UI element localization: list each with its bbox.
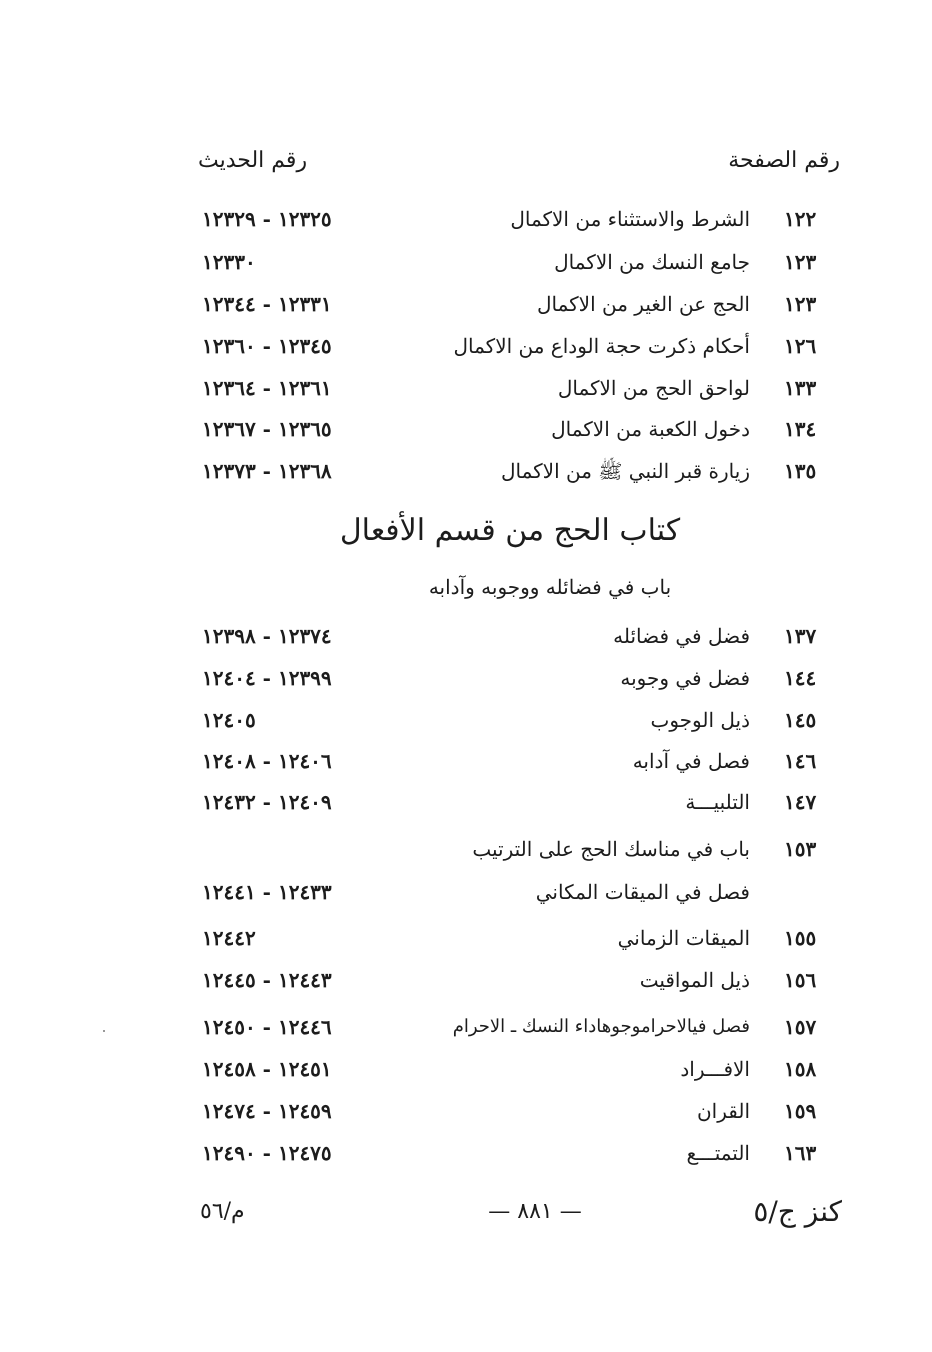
index-row xyxy=(190,782,850,822)
index-row xyxy=(190,872,850,912)
page-number: ١٢٣ xyxy=(784,250,817,274)
section-subtitle: باب في فضائله ووجوبه وآدابه xyxy=(428,575,672,599)
page-number: ١٥٧ xyxy=(784,1015,817,1039)
index-row xyxy=(190,829,850,869)
entry-title: فصل في الميقات المكاني xyxy=(535,880,750,904)
hadith-range: ١٢٣٦١ - ١٢٣٦٤ xyxy=(202,376,332,400)
hadith-range: ١٢٤٥١ - ١٢٤٥٨ xyxy=(202,1057,332,1081)
index-row xyxy=(190,658,850,698)
page-number: ١٣٣ xyxy=(784,376,817,400)
page-number: ١٤٦ xyxy=(784,749,817,773)
page-number: ١٦٣ xyxy=(784,1141,817,1165)
page-number: ١٣٤ xyxy=(784,417,817,441)
entry-title: لواحق الحج من الاكمال xyxy=(557,376,750,400)
page-number: ١٥٨ xyxy=(784,1057,817,1081)
index-row xyxy=(190,326,850,366)
hadith-range: ١٢٤٥٩ - ١٢٤٧٤ xyxy=(202,1099,332,1123)
hadith-range: ١٢٤٣٣ - ١٢٤٤١ xyxy=(202,880,332,904)
hadith-range: ١٢٤٠٥ xyxy=(202,708,256,732)
page-number: ١٥٥ xyxy=(784,926,817,950)
margin-speck xyxy=(103,1030,105,1032)
hadith-range: ١٢٤٠٩ - ١٢٤٣٢ xyxy=(202,790,332,814)
hadith-range: ١٢٤٤٢ xyxy=(202,926,256,950)
entry-title: ذيل الوجوب xyxy=(650,708,750,732)
hadith-range: ١٢٤٤٦ - ١٢٤٥٠ xyxy=(202,1015,332,1039)
index-row xyxy=(190,199,850,239)
entry-title: باب في مناسك الحج على الترتيب xyxy=(472,837,750,861)
page-column-header: رقم الصفحة xyxy=(728,148,840,173)
entry-title: دخول الكعبة من الاكمال xyxy=(551,417,750,441)
page-number-footer: — ٨٨١ — xyxy=(488,1199,582,1224)
index-row xyxy=(190,284,850,324)
entry-title: الميقات الزماني xyxy=(617,926,750,950)
hadith-range: ١٢٣٣١ - ١٢٣٤٤ xyxy=(202,292,332,316)
hadith-range: ١٢٣٦٨ - ١٢٣٧٣ xyxy=(202,459,332,483)
page-number: ١٣٧ xyxy=(784,624,817,648)
entry-title: جامع النسك من الاكمال xyxy=(554,250,750,274)
entry-title: فضل في وجوبه xyxy=(620,666,750,690)
page-number: ١٥٦ xyxy=(784,968,817,992)
page-number: ١٤٤ xyxy=(784,666,817,690)
index-row xyxy=(190,409,850,449)
index-row xyxy=(190,918,850,958)
entry-title: التمتـــع xyxy=(686,1141,750,1165)
index-row xyxy=(190,700,850,740)
page-number: ١٢٦ xyxy=(784,334,817,358)
page-number: ١٤٥ xyxy=(784,708,817,732)
hadith-column-header: رقم الحديث xyxy=(198,148,308,173)
index-row xyxy=(190,960,850,1000)
entry-title: الحج عن الغير من الاكمال xyxy=(536,292,750,316)
hadith-range: ١٢٣٧٤ - ١٢٣٩٨ xyxy=(202,624,332,648)
index-row xyxy=(190,616,850,656)
hadith-range: ١٢٣٢٥ - ١٢٣٢٩ xyxy=(202,207,332,231)
entry-title: فضل في فضائله xyxy=(613,624,750,648)
index-row xyxy=(190,1091,850,1131)
hadith-range: ١٢٤٠٦ - ١٢٤٠٨ xyxy=(202,749,332,773)
volume-mark: كنز ج/٥ xyxy=(753,1195,842,1228)
entry-title: فصل فيالاحراموجوهاداء النسك ـ الاحرام xyxy=(452,1016,750,1037)
entry-title: فصل في آدابه xyxy=(632,749,750,773)
index-row xyxy=(190,1007,850,1047)
hadith-range: ١٢٣٦٥ - ١٢٣٦٧ xyxy=(202,417,332,441)
entry-title: ذيل المواقيت xyxy=(639,968,750,992)
page-number: ١٥٣ xyxy=(784,837,817,861)
hadith-range: ١٢٤٧٥ - ١٢٤٩٠ xyxy=(202,1141,332,1165)
hadith-range: ١٢٣٤٥ - ١٢٣٦٠ xyxy=(202,334,332,358)
index-row xyxy=(190,1133,850,1173)
entry-title: القران xyxy=(696,1099,750,1123)
section-title: كتاب الحج من قسم الأفعال xyxy=(339,513,681,548)
hadith-range: ١٢٣٣٠ xyxy=(202,250,256,274)
index-row xyxy=(190,1049,850,1089)
index-row xyxy=(190,451,850,491)
page-number: ١٤٧ xyxy=(784,790,817,814)
page-number: ١٥٩ xyxy=(784,1099,817,1123)
hadith-range: ١٢٤٤٣ - ١٢٤٤٥ xyxy=(202,968,332,992)
page-number: ١٣٥ xyxy=(784,459,817,483)
index-row xyxy=(190,242,850,282)
entry-title: أحكام ذكرت حجة الوداع من الاكمال xyxy=(453,334,750,358)
index-row xyxy=(190,368,850,408)
entry-title: الشرط والاستثناء من الاكمال xyxy=(510,207,750,231)
index-row xyxy=(190,741,850,781)
page-number: ١٢٢ xyxy=(784,207,817,231)
entry-title: زيارة قبر النبي ﷺ من الاكمال xyxy=(500,459,750,483)
entry-title: الافـــراد xyxy=(680,1057,750,1081)
page-number: ١٢٣ xyxy=(784,292,817,316)
entry-title: التلبيـــة xyxy=(685,790,750,814)
hadith-range: ١٢٣٩٩ - ١٢٤٠٤ xyxy=(202,666,332,690)
signature-mark: م/٥٦ xyxy=(200,1199,245,1224)
